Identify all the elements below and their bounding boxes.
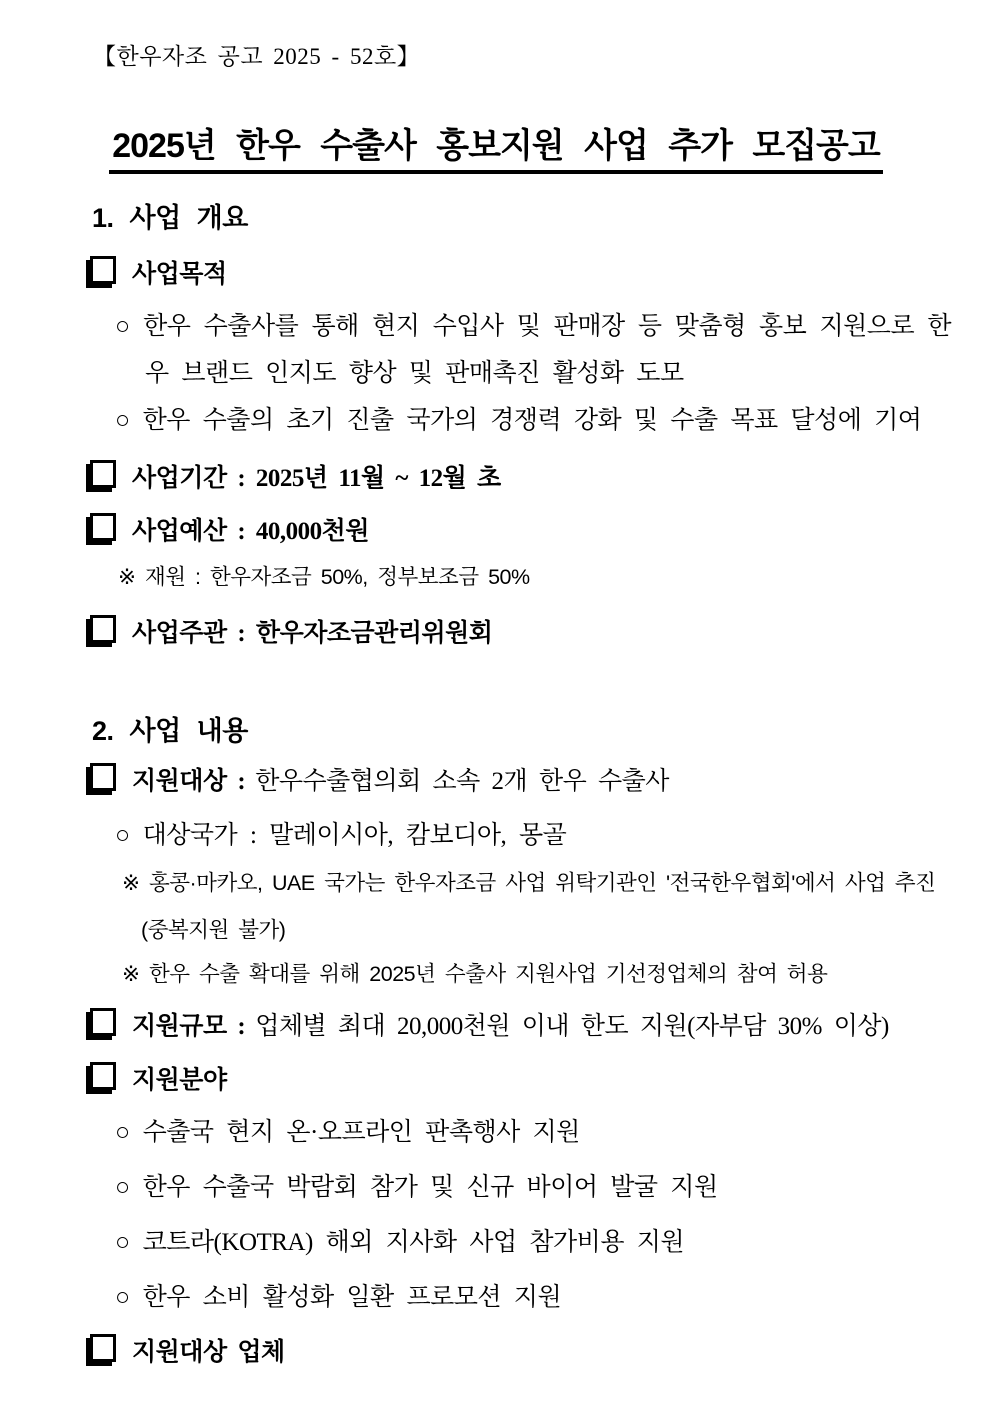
checkbox-icon <box>90 460 116 488</box>
field-bullet-1-text: 수출국 현지 온·오프라인 판촉행사 지원 <box>142 1119 580 1146</box>
circle-bullet-icon: ○ <box>115 1119 130 1146</box>
target-label: 지원대상 : <box>132 768 246 795</box>
delegation-note-line-1: ※ 홍콩·마카오, UAE 국가는 한우자조금 사업 위탁기관인 '전국한우협회'에서 사업 추진 <box>122 871 936 895</box>
field-bullet-4-text: 한우 소비 활성화 일환 프로모션 지원 <box>142 1284 562 1311</box>
field-bullet-4 <box>115 1277 561 1313</box>
checkbox-icon <box>90 1062 116 1090</box>
field-bullet-2 <box>115 1167 718 1203</box>
purpose-bullet-2-text: 한우 수출의 초기 진출 국가의 경쟁력 강화 및 수출 목표 달성에 기여 <box>142 407 922 434</box>
purpose-item <box>90 254 227 290</box>
field-bullet-3-text: 코트라(KOTRA) 해외 지사화 사업 참가비용 지원 <box>142 1229 685 1256</box>
notice-number: 【한우자조 공고 2025 - 52호】 <box>93 44 421 69</box>
delegation-note-line-2: (중복지원 불가) <box>141 918 286 942</box>
period-label: 사업기간 : 2025년 11월 ~ 12월 초 <box>132 465 501 492</box>
checkbox-icon <box>90 1334 116 1362</box>
budget-label: 사업예산 : 40,000천원 <box>132 518 369 545</box>
circle-bullet-icon: ○ <box>115 313 131 340</box>
section-2-heading: 2. 사업 내용 <box>92 716 248 746</box>
field-bullet-1 <box>115 1112 580 1148</box>
target-value: 한우수출협의회 소속 2개 한우 수출사 <box>255 768 669 795</box>
scale-label: 지원규모 : <box>132 1013 246 1040</box>
organizer-label: 사업주관 : 한우자조금관리위원회 <box>132 620 493 647</box>
checkbox-icon <box>90 1008 116 1036</box>
circle-bullet-icon: ○ <box>115 822 130 849</box>
organizer-item <box>90 613 492 649</box>
scale-value: 업체별 최대 20,000천원 이내 한도 지원(자부담 30% 이상) <box>255 1013 889 1040</box>
document-title-text: 2025년 한우 수출사 홍보지원 사업 추가 모집공고 <box>109 127 883 174</box>
field-bullet-3 <box>115 1222 684 1258</box>
checkbox-icon <box>90 615 116 643</box>
section-1-heading: 1. 사업 개요 <box>92 203 248 233</box>
scale-item <box>90 1006 889 1042</box>
circle-bullet-icon: ○ <box>115 1284 130 1311</box>
checkbox-icon <box>90 513 116 541</box>
circle-bullet-icon: ○ <box>115 407 130 434</box>
purpose-bullet-1 <box>115 303 951 397</box>
checkbox-icon <box>90 256 116 284</box>
budget-note: ※ 재원 : 한우자조금 50%, 정부보조금 50% <box>118 565 530 589</box>
circle-bullet-icon: ○ <box>115 1229 130 1256</box>
fields-label: 지원분야 <box>132 1067 227 1094</box>
purpose-bullet-1-text: 한우 수출사를 통해 현지 수입사 및 판매장 등 맞춤형 홍보 지원으로 한우 브랜드 인지도 향상 및 판매촉진 활성화 도모 <box>143 313 952 387</box>
circle-bullet-icon: ○ <box>115 1174 130 1201</box>
period-item <box>90 458 501 494</box>
expansion-note: ※ 한우 수출 확대를 위해 2025년 수출사 지원사업 기선정업체의 참여 허용 <box>122 962 828 986</box>
budget-item <box>90 511 369 547</box>
purpose-label: 사업목적 <box>132 261 227 288</box>
countries-text: 대상국가 : 말레이시아, 캄보디아, 몽골 <box>142 822 567 849</box>
field-bullet-2-text: 한우 수출국 박람회 참가 및 신규 바이어 발굴 지원 <box>142 1174 718 1201</box>
countries-bullet <box>115 815 566 851</box>
companies-label: 지원대상 업체 <box>132 1339 285 1366</box>
purpose-bullet-2 <box>115 400 921 436</box>
document-title <box>0 118 992 167</box>
target-item <box>90 761 669 797</box>
fields-item <box>90 1060 227 1096</box>
checkbox-icon <box>90 763 116 791</box>
companies-item <box>90 1332 285 1368</box>
